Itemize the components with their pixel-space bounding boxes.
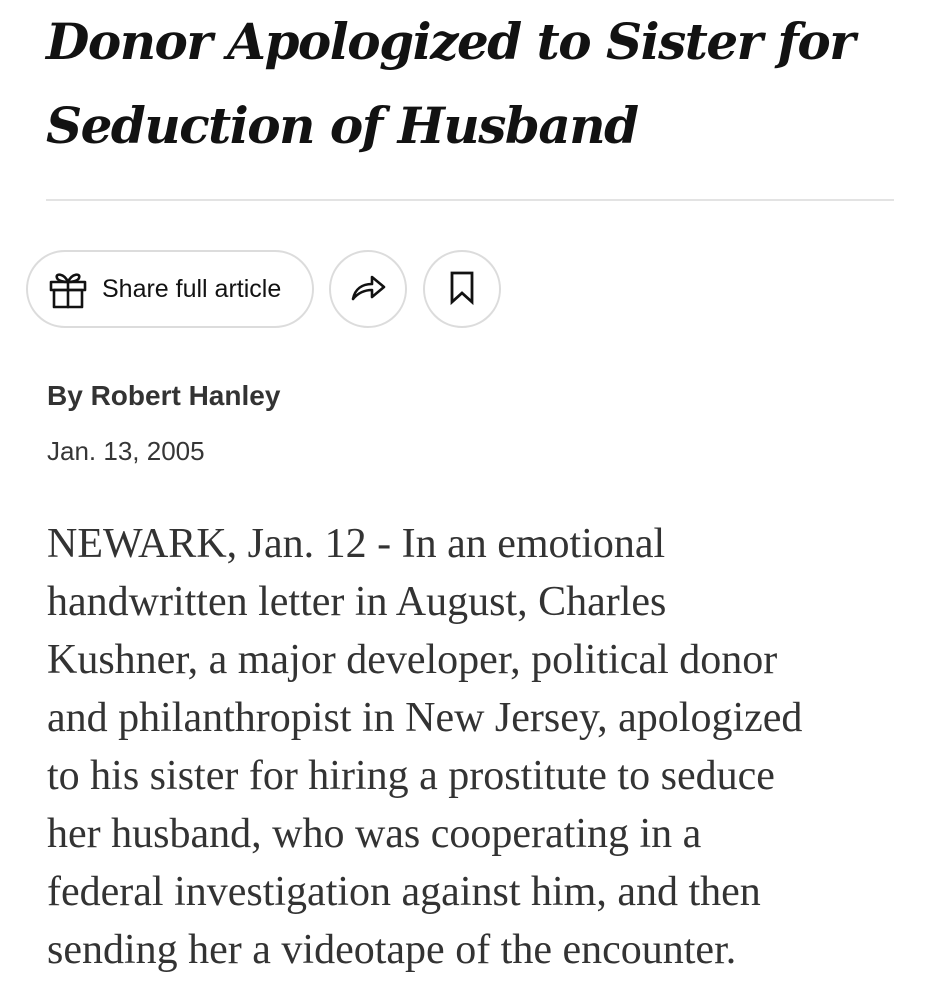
headline-line: Donor Apologized to Sister for [46,12,855,71]
article-headline [46,0,916,168]
body-line: handwritten letter in August, Charles [47,579,667,625]
body-line: to his sister for hiring a prostitute to seduce [47,753,775,799]
bookmark-icon [440,265,484,314]
body-line: federal investigation against him, and then [47,869,761,915]
article-actions-toolbar [26,250,501,328]
share-arrow-icon [346,265,390,314]
headline-line: Seduction of Husband [46,96,638,155]
body-line: her husband, who was cooperating in a [47,811,702,857]
article-byline: By Robert Hanley [47,380,281,411]
body-line: sending her a videotape of the encounter. [47,927,737,973]
headline-divider [46,199,894,201]
share-full-article-button[interactable] [26,250,314,328]
gift-icon [46,267,90,311]
article-date: Jan. 13, 2005 [47,436,205,466]
save-bookmark-button[interactable] [423,250,501,328]
body-line: and philanthropist in New Jersey, apologized [47,695,803,741]
share-button[interactable] [329,250,407,328]
share-full-article-label: Share full article [102,274,282,303]
body-line: Kushner, a major developer, political donor [47,637,778,683]
body-line: NEWARK, Jan. 12 - In an emotional [47,521,666,567]
article-body [47,515,917,979]
